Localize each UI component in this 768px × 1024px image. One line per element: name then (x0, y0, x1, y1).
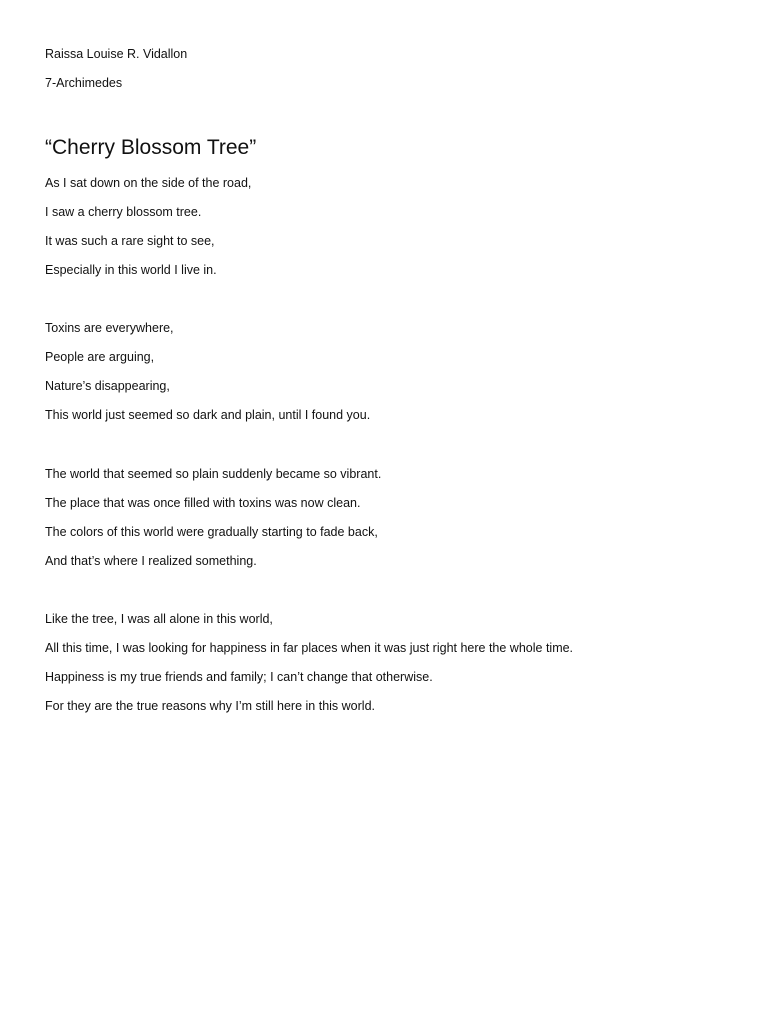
stanza-2 (45, 320, 370, 436)
poem-line: I saw a cherry blossom tree. (45, 205, 202, 219)
poem-line: And that’s where I realized something. (45, 554, 257, 568)
stanza-1 (45, 175, 251, 291)
poem-line: It was such a rare sight to see, (45, 234, 215, 248)
poem-line: This world just seemed so dark and plain, until I found you. (45, 408, 371, 422)
poem-line: The place that was once filled with toxins was now clean. (45, 496, 361, 510)
poem-line: The colors of this world were gradually starting to fade back, (45, 525, 378, 539)
stanza-3 (45, 466, 381, 582)
poem-line: Especially in this world I live in. (45, 263, 217, 277)
poem-line: Happiness is my true friends and family; I can’t change that otherwise. (45, 670, 433, 684)
poem-line: Toxins are everywhere, (45, 321, 174, 335)
poem-line: For they are the true reasons why I’m still here in this world. (45, 699, 375, 713)
author-name: Raissa Louise R. Vidallon (45, 47, 188, 61)
stanza-4 (45, 611, 573, 727)
poem-line: People are arguing, (45, 350, 155, 364)
class-section: 7-Archimedes (45, 76, 123, 90)
poem-title: “Cherry Blossom Tree” (45, 136, 257, 159)
poem-line: Like the tree, I was all alone in this world, (45, 612, 273, 626)
poem-line: All this time, I was looking for happiness in far places when it was just right here the whole time. (45, 641, 574, 655)
poem-line: Nature’s disappearing, (45, 379, 170, 393)
poem-line: The world that seemed so plain suddenly became so vibrant. (45, 467, 382, 481)
poem-line: As I sat down on the side of the road, (45, 176, 252, 190)
